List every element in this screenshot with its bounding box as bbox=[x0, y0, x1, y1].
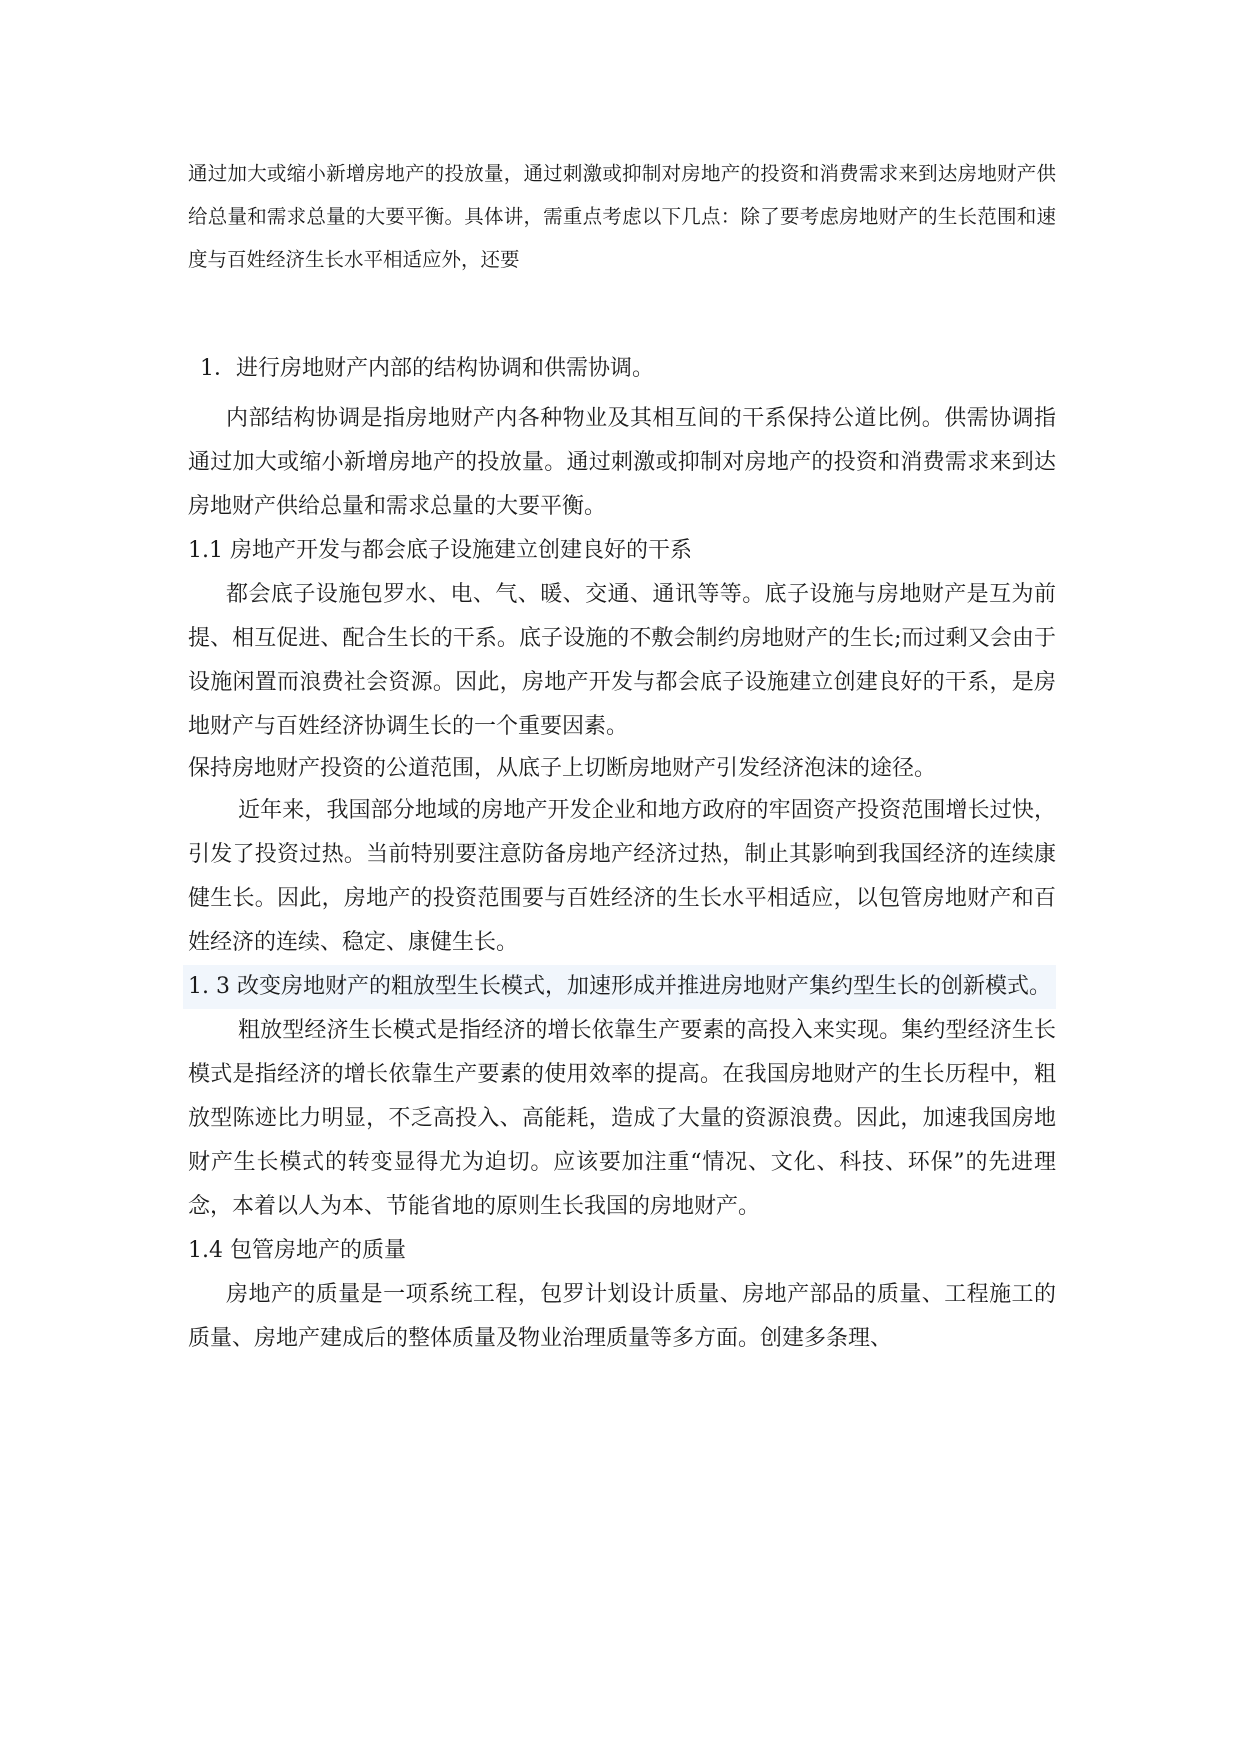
intro-paragraph: 通过加大或缩小新增房地产的投放量，通过刺激或抑制对房地产的投资和消费需求来到达房地财产供给总量和需求总量的大要平衡。具体讲，需重点考虑以下几点：除了要考虑房地财产的生长范围和速度与百姓经济生长水平相适应外，还要 bbox=[188, 162, 1056, 271]
section-heading-1: 1．进行房地财产内部的结构协调和供需协调。 bbox=[200, 356, 654, 381]
paragraph-investment-scope: 近年来，我国部分地域的房地产开发企业和地方政府的牢固资产投资范围增长过快，引发了投资过热。当前特别要注意防备房地产经济过热，制止其影响到我国经济的连续康健生长。因此，房地产的投资范围要与百姓经济的生长水平相适应，以包管房地财产和百姓经济的连续、稳定、康健生长。 bbox=[188, 798, 1056, 955]
section-heading-1-4: 1.4 包管房地产的质量 bbox=[188, 1238, 406, 1263]
paragraph-structure-coordination: 内部结构协调是指房地财产内各种物业及其相互间的干系保持公道比例。供需协调指通过加大或缩小新增房地产的投放量。通过刺激或抑制对房地产的投资和消费需求来到达房地财产供给总量和需求总量的大要平衡。 bbox=[188, 406, 1056, 519]
paragraph-infrastructure: 都会底子设施包罗水、电、气、暖、交通、通讯等等。底子设施与房地财产是互为前提、相互促进、配合生长的干系。底子设施的不敷会制约房地财产的生长;而过剩又会由于设施闲置而浪费社会资源。因此，房地产开发与都会底子设施建立创建良好的干系，是房地财产与百姓经济协调生长的一个重要因素。 bbox=[188, 582, 1056, 739]
section-heading-1-3: 1. 3 改变房地财产的粗放型生长模式，加速形成并推进房地财产集约型生长的创新模式。 bbox=[183, 965, 1056, 1009]
section-heading-investment-scope: 保持房地财产投资的公道范围，从底子上切断房地财产引发经济泡沫的途径。 bbox=[188, 756, 937, 781]
paragraph-quality: 房地产的质量是一项系统工程，包罗计划设计质量、房地产部品的质量、工程施工的质量、房地产建成后的整体质量及物业治理质量等多方面。创建多条理、 bbox=[188, 1282, 1056, 1351]
section-heading-1-1: 1.1 房地产开发与都会底子设施建立创建良好的干系 bbox=[188, 538, 692, 563]
paragraph-growth-mode: 粗放型经济生长模式是指经济的增长依靠生产要素的高投入来实现。集约型经济生长模式是指经济的增长依靠生产要素的使用效率的提高。在我国房地财产的生长历程中，粗放型陈迹比力明显，不乏高投入、高能耗，造成了大量的资源浪费。因此，加速我国房地财产生长模式的转变显得尤为迫切。应该要加注重“情况、文化、科技、环保”的先进理念，本着以人为本、节能省地的原则生长我国的房地财产。 bbox=[188, 1018, 1056, 1219]
body-content bbox=[188, 397, 1056, 1361]
